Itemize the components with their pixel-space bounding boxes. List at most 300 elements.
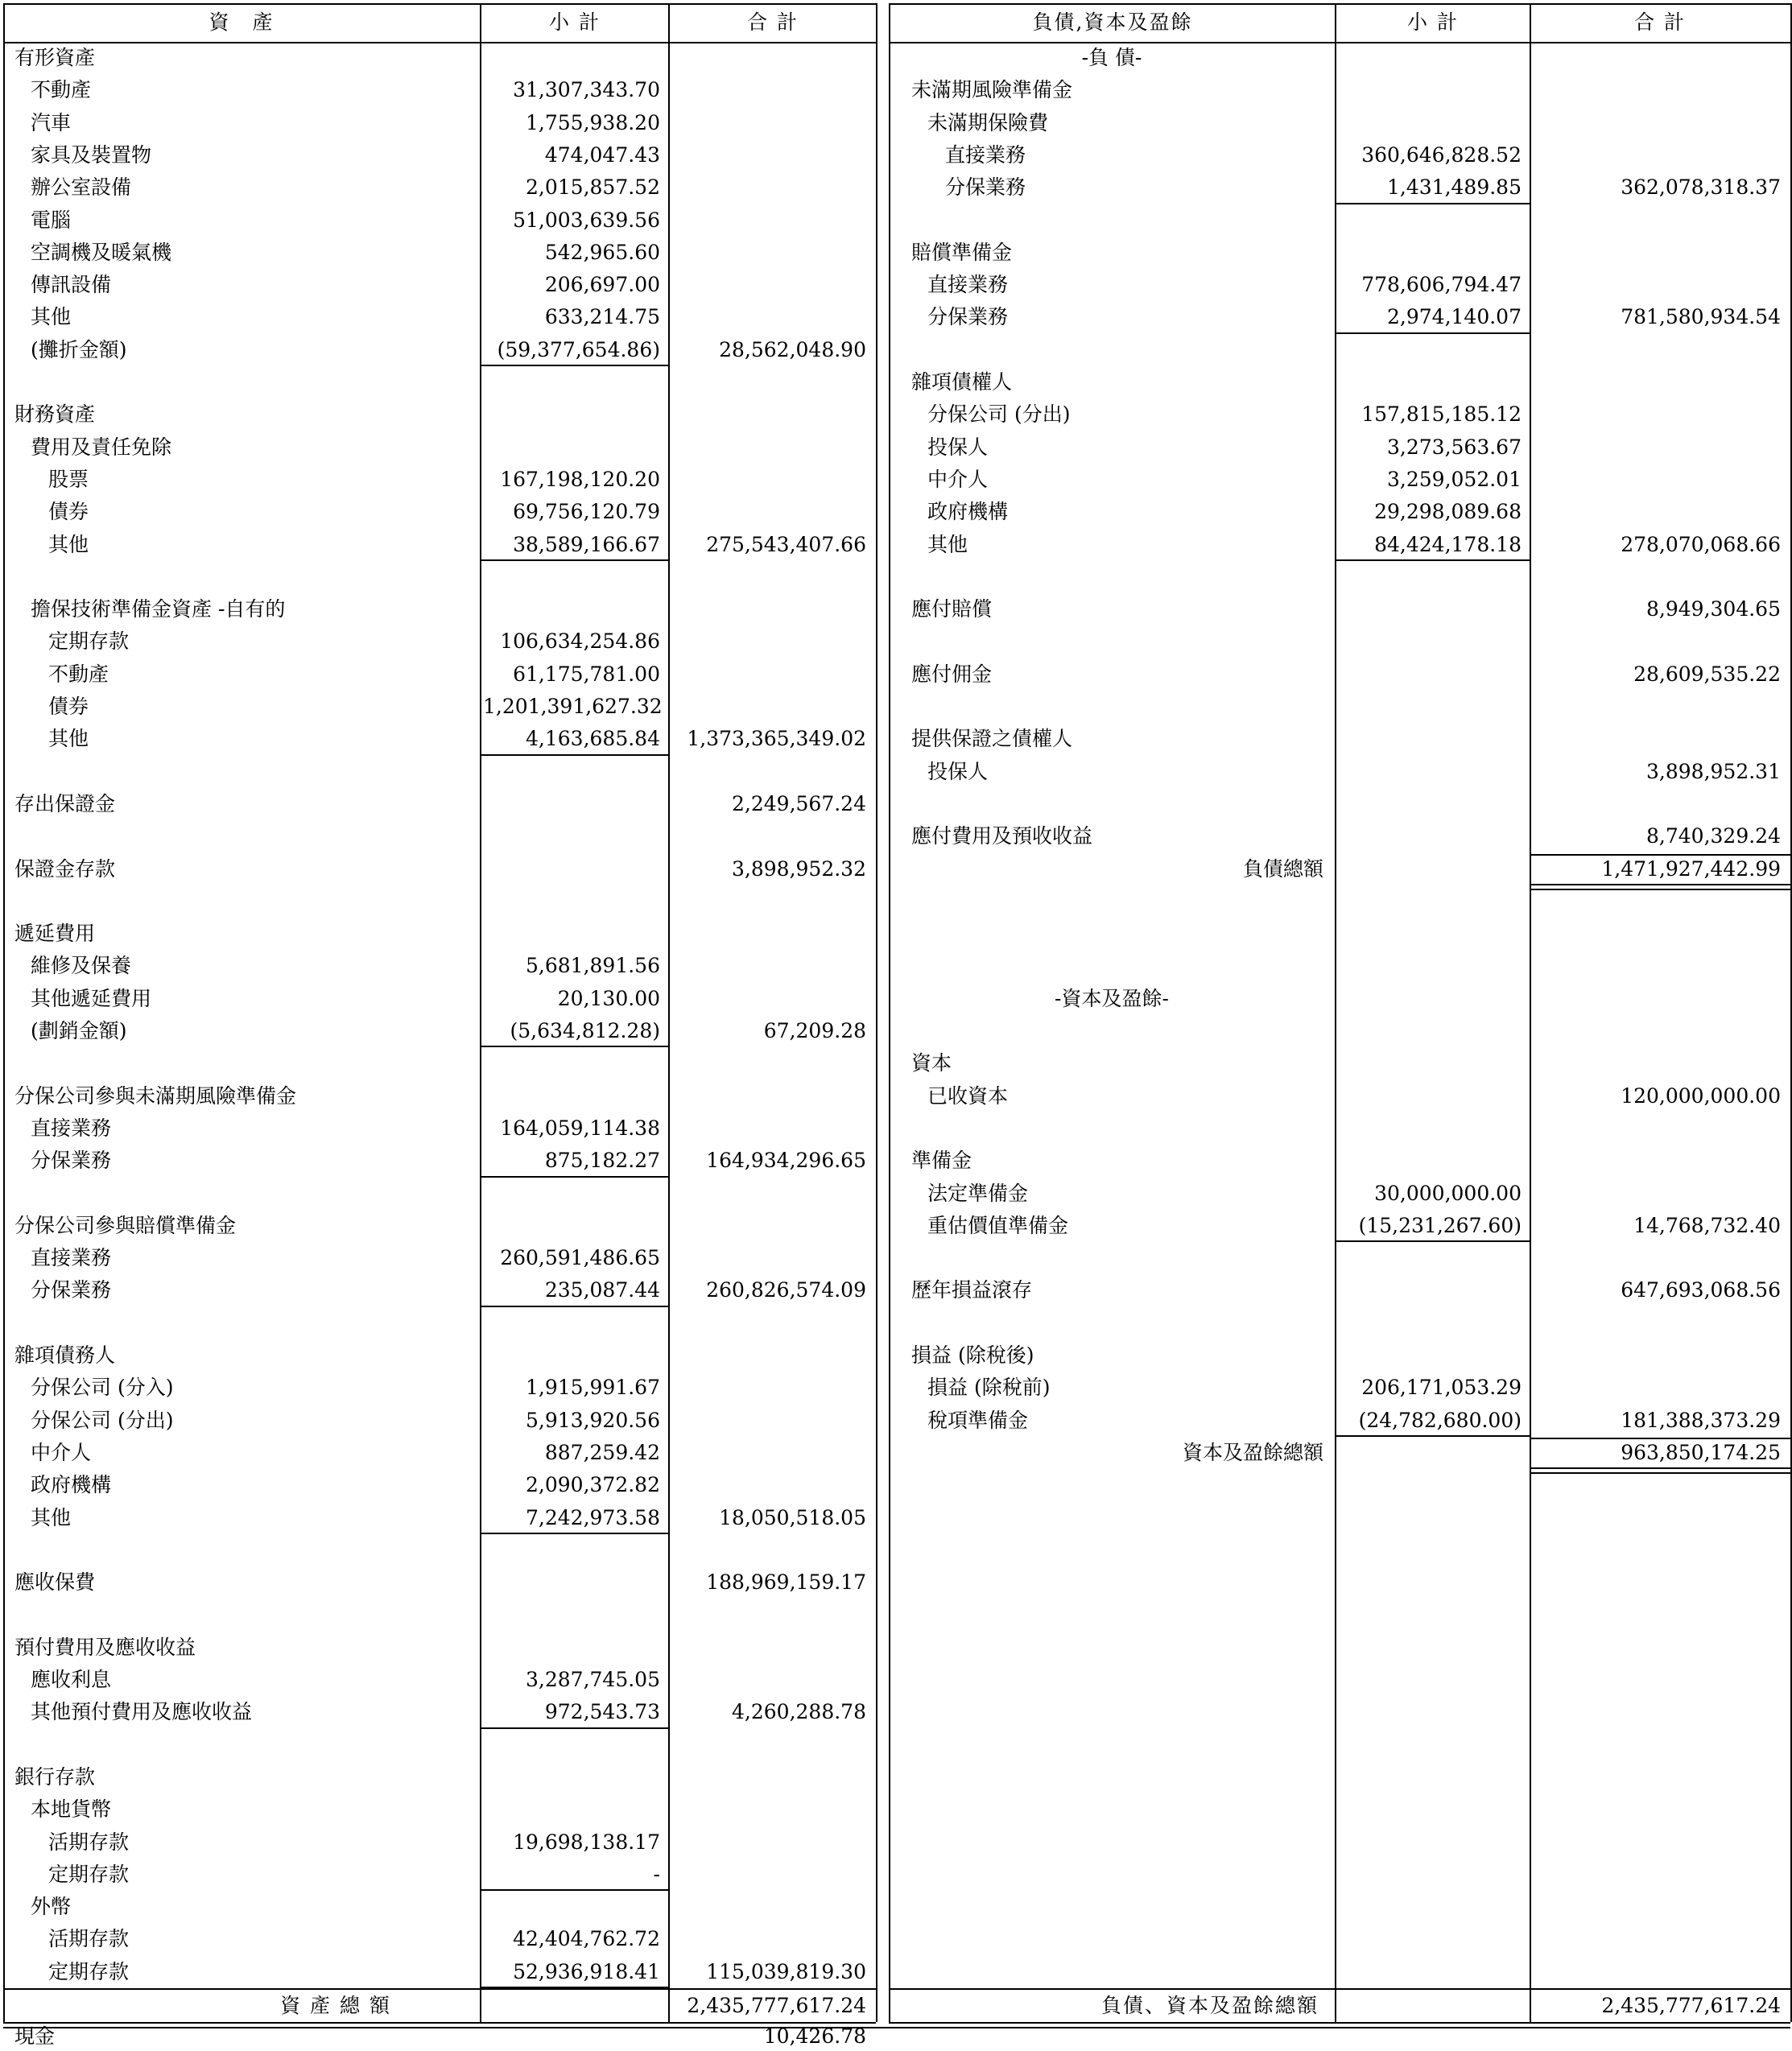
asset-item-label: 家具及裝置物 — [31, 142, 152, 167]
asset-total — [671, 1892, 866, 1921]
bottom-border-right — [889, 2022, 1790, 2024]
asset-item-label: 有形資產 — [14, 46, 96, 69]
asset-total — [671, 1244, 866, 1273]
asset-item-label — [14, 1049, 475, 1078]
liability-subtotal: 157,815,185.12 — [1361, 402, 1522, 427]
asset-total — [671, 692, 866, 721]
liability-total: 181,388,373.29 — [1621, 1408, 1781, 1432]
asset-total — [671, 1406, 866, 1435]
asset-item-label: 應收利息 — [31, 1668, 112, 1691]
liability-total — [1533, 43, 1781, 72]
liability-total: 963,850,174.25 — [1621, 1440, 1781, 1464]
asset-subtotal: 38,589,166.67 — [513, 532, 660, 556]
header-liabilities-total: 合 計 — [1634, 10, 1686, 34]
liability-item-label: 已收資本 — [927, 1083, 1009, 1108]
asset-subtotal — [483, 400, 660, 429]
asset-subtotal — [483, 1082, 660, 1111]
liability-total — [1533, 141, 1781, 170]
left-column-line — [876, 3, 877, 2022]
liability-total — [1533, 887, 1781, 916]
liability-subtotal — [1338, 757, 1522, 786]
subtotal-rule — [1335, 203, 1530, 204]
asset-total — [671, 1665, 866, 1694]
asset-total: 10,426.78 — [763, 2024, 866, 2049]
asset-subtotal: 1,201,391,627.32 — [483, 695, 663, 718]
asset-subtotal — [483, 563, 660, 592]
liability-subtotal — [1338, 563, 1522, 592]
asset-total — [671, 303, 866, 332]
asset-total: 18,050,518.05 — [719, 1505, 866, 1529]
liability-total: 781,580,934.54 — [1621, 305, 1781, 329]
subtotal-rule — [480, 754, 668, 756]
asset-total — [671, 563, 866, 592]
asset-item-label: 財務資產 — [14, 402, 96, 427]
asset-total — [671, 919, 866, 948]
asset-subtotal — [483, 433, 660, 462]
asset-item-label: 分保業務 — [31, 1278, 112, 1302]
asset-subtotal: 5,681,891.56 — [526, 954, 660, 978]
asset-item-label: 分保公司參與未滿期風險準備金 — [14, 1083, 297, 1108]
asset-subtotal: 474,047.43 — [544, 142, 660, 167]
liability-item-label: 中介人 — [927, 467, 989, 491]
asset-subtotal — [483, 855, 660, 884]
liability-total — [1533, 984, 1781, 1013]
asset-total — [671, 497, 866, 526]
liability-total — [1533, 627, 1781, 656]
liability-item-label — [911, 692, 1323, 721]
asset-subtotal: 7,242,973.58 — [526, 1505, 660, 1529]
subtotal-rule — [480, 1176, 668, 1178]
liability-subtotal: 1,431,489.85 — [1387, 175, 1522, 200]
asset-total — [671, 822, 866, 851]
asset-item-label: 空調機及暖氣機 — [31, 240, 172, 264]
asset-subtotal — [483, 1341, 660, 1370]
asset-total: 115,039,819.30 — [706, 1959, 866, 1983]
asset-subtotal: 1,915,991.67 — [526, 1376, 660, 1400]
liability-total — [1533, 270, 1781, 299]
liability-item-label: 分保業務 — [945, 175, 1026, 200]
asset-subtotal: 972,543.73 — [544, 1700, 660, 1724]
asset-total — [671, 1341, 866, 1370]
asset-total — [671, 1600, 866, 1629]
asset-item-label: 不動產 — [48, 662, 109, 686]
asset-item-label: (劃銷金額) — [31, 1019, 127, 1042]
asset-total — [671, 1438, 866, 1467]
asset-subtotal — [483, 1731, 660, 1760]
liability-subtotal — [1338, 1341, 1522, 1370]
liability-total: 362,078,318.37 — [1621, 175, 1781, 200]
liability-subtotal — [1338, 1309, 1522, 1338]
asset-item-label — [14, 757, 475, 786]
asset-item-label — [14, 822, 475, 851]
asset-item-label — [14, 563, 475, 592]
asset-subtotal: 5,913,920.56 — [526, 1408, 660, 1432]
asset-subtotal — [483, 790, 660, 819]
asset-subtotal — [483, 368, 660, 397]
asset-item-label: 擔保技術準備金資產 -自有的 — [31, 597, 286, 621]
asset-item-label: 直接業務 — [31, 1116, 112, 1140]
asset-total — [671, 43, 866, 72]
liability-item-label: 提供保證之債權人 — [911, 727, 1073, 751]
asset-total: 3,898,952.32 — [732, 856, 866, 881]
asset-subtotal: 206,697.00 — [544, 273, 660, 297]
liability-subtotal: 778,606,794.47 — [1361, 273, 1522, 297]
asset-item-label: 活期存款 — [48, 1927, 130, 1951]
liability-item-label — [911, 563, 1323, 592]
top-border-right — [889, 3, 1790, 5]
liability-total — [1533, 1309, 1781, 1338]
liability-subtotal — [1338, 627, 1522, 656]
liability-total — [1533, 109, 1781, 138]
liability-total — [1533, 919, 1781, 948]
liability-subtotal — [1338, 724, 1522, 753]
liability-total — [1533, 465, 1781, 494]
asset-subtotal — [483, 919, 660, 948]
asset-subtotal: 260,591,486.65 — [500, 1246, 660, 1270]
asset-item-label: 汽車 — [31, 110, 72, 134]
asset-item-label: 本地貨幣 — [31, 1797, 112, 1822]
asset-total — [671, 595, 866, 624]
liability-item-label: 投保人 — [927, 759, 989, 783]
liability-total — [1533, 1341, 1781, 1370]
subtotal-rule — [480, 1306, 668, 1307]
asset-total — [671, 1763, 866, 1792]
liability-total — [1533, 76, 1781, 105]
asset-item-label — [14, 1536, 475, 1565]
asset-total — [671, 270, 866, 299]
asset-subtotal — [483, 1211, 660, 1240]
liability-subtotal: 3,259,052.01 — [1387, 467, 1522, 491]
liability-total — [1533, 563, 1781, 592]
liability-item-label: 直接業務 — [945, 142, 1026, 167]
asset-total — [671, 1082, 866, 1111]
asset-total — [671, 206, 866, 235]
liability-item-label: 資本及盈餘總額 — [1182, 1440, 1323, 1464]
liability-item-label: 其他 — [927, 532, 968, 556]
total-liabilities-equity-label: 負債、資本及盈餘總額 — [1100, 1994, 1319, 2017]
asset-total — [671, 465, 866, 494]
liability-subtotal — [1338, 1146, 1522, 1175]
asset-subtotal — [483, 43, 660, 72]
liability-item-label: 分保業務 — [927, 305, 1009, 329]
asset-subtotal: 51,003,639.56 — [513, 208, 660, 232]
asset-total — [671, 1179, 866, 1208]
asset-total: 188,969,159.17 — [706, 1570, 866, 1595]
liability-item-label — [911, 887, 1323, 916]
liability-total: 14,768,732.40 — [1633, 1213, 1781, 1237]
liability-subtotal: 84,424,178.18 — [1374, 532, 1522, 556]
liability-subtotal — [1338, 822, 1522, 851]
liability-total — [1533, 336, 1781, 365]
asset-subtotal: 2,090,372.82 — [526, 1473, 660, 1497]
liability-total: 8,740,329.24 — [1646, 824, 1781, 848]
subtotal-rule — [480, 559, 668, 561]
asset-total: 28,562,048.90 — [719, 337, 866, 361]
asset-item-label: 費用及責任免除 — [31, 435, 172, 459]
liability-item-label — [911, 951, 1323, 980]
liability-subtotal — [1338, 43, 1522, 72]
liability-total: 120,000,000.00 — [1621, 1083, 1781, 1108]
asset-total — [671, 1373, 866, 1402]
asset-item-label: 股票 — [48, 467, 89, 491]
liability-item-label: 負債總額 — [1242, 856, 1323, 881]
liability-item-label: 準備金 — [911, 1149, 972, 1173]
liability-subtotal — [1338, 790, 1522, 819]
asset-item-label: 現金 — [14, 2024, 56, 2049]
asset-total — [671, 1114, 866, 1143]
asset-total: 4,260,288.78 — [732, 1700, 866, 1724]
liability-subtotal — [1338, 1082, 1522, 1111]
asset-total — [671, 627, 866, 656]
total-assets-label: 資 產 總 額 — [280, 1994, 391, 2017]
subtotal-rule — [1335, 1435, 1530, 1437]
subtotal-rule — [1335, 559, 1530, 561]
asset-subtotal: 542,965.60 — [544, 240, 660, 264]
asset-item-label: 中介人 — [31, 1440, 92, 1464]
subtotal-rule — [480, 1727, 668, 1729]
liability-subtotal — [1338, 238, 1522, 267]
liability-total — [1533, 1146, 1781, 1175]
asset-total: 275,543,407.66 — [706, 532, 866, 556]
liability-subtotal: 2,974,140.07 — [1387, 305, 1522, 329]
asset-subtotal: 875,182.27 — [544, 1149, 660, 1173]
asset-subtotal: (59,377,654.86) — [497, 337, 660, 361]
liability-item-label — [911, 336, 1323, 365]
asset-total — [671, 660, 866, 689]
liability-item-label — [911, 1309, 1323, 1338]
liability-total — [1533, 1373, 1781, 1402]
asset-subtotal: 61,175,781.00 — [513, 662, 660, 686]
liability-item-label: 直接業務 — [927, 273, 1009, 297]
asset-item-label — [14, 1600, 475, 1629]
asset-subtotal — [483, 1179, 660, 1208]
asset-total — [671, 1795, 866, 1824]
liability-subtotal — [1338, 1114, 1522, 1143]
liability-total: 28,609,535.22 — [1633, 662, 1781, 686]
asset-subtotal: 52,936,918.41 — [513, 1959, 660, 1983]
asset-total — [671, 368, 866, 397]
asset-item-label: 遞延費用 — [14, 922, 96, 946]
liability-total — [1533, 951, 1781, 980]
asset-subtotal — [483, 1633, 660, 1662]
asset-subtotal: 3,287,745.05 — [526, 1668, 660, 1691]
asset-item-label: 維修及保養 — [31, 954, 132, 978]
asset-subtotal: 633,214.75 — [544, 305, 660, 329]
asset-item-label: 債券 — [48, 500, 89, 524]
liability-total — [1533, 433, 1781, 462]
asset-subtotal: 4,163,685.84 — [526, 727, 660, 751]
liability-subtotal — [1338, 368, 1522, 397]
liability-subtotal — [1338, 1244, 1522, 1273]
liability-total: 1,471,927,442.99 — [1601, 856, 1781, 881]
liability-subtotal — [1338, 887, 1522, 916]
footer-divider-right — [889, 1988, 1790, 1990]
asset-item-label: 外幣 — [31, 1895, 72, 1919]
subtotal-rule — [480, 365, 668, 366]
liability-subtotal — [1338, 984, 1522, 1013]
asset-subtotal — [483, 757, 660, 786]
asset-item-label — [14, 368, 475, 397]
liability-item-label: 稅項準備金 — [927, 1408, 1029, 1432]
asset-subtotal — [483, 1795, 660, 1824]
liability-item-label — [911, 206, 1323, 235]
liability-item-label: 賠償準備金 — [911, 240, 1013, 264]
asset-item-label: 應收保費 — [14, 1570, 96, 1595]
asset-subtotal: 31,307,343.70 — [513, 78, 660, 102]
subtotal-rule — [480, 1533, 668, 1534]
asset-subtotal: 887,259.42 — [544, 1440, 660, 1464]
asset-item-label — [14, 887, 475, 916]
asset-total — [671, 400, 866, 429]
header-assets-subtotal: 小 計 — [549, 10, 601, 34]
liability-subtotal: 206,171,053.29 — [1361, 1376, 1522, 1400]
asset-item-label: 傳訊設備 — [31, 273, 112, 297]
asset-item-label: 存出保證金 — [14, 791, 116, 815]
asset-total — [671, 141, 866, 170]
asset-subtotal: 106,634,254.86 — [500, 629, 660, 654]
asset-total — [671, 1860, 866, 1889]
liability-subtotal: 30,000,000.00 — [1374, 1181, 1522, 1205]
liability-total — [1533, 368, 1781, 397]
liability-total — [1533, 1017, 1781, 1046]
asset-total — [671, 238, 866, 267]
asset-total — [671, 887, 866, 916]
asset-subtotal: (5,634,812.28) — [510, 1019, 660, 1042]
asset-item-label: 債券 — [48, 695, 89, 718]
asset-item-label: (攤折金額) — [31, 337, 127, 361]
liability-subtotal: (24,782,680.00) — [1358, 1408, 1522, 1432]
liability-subtotal — [1338, 109, 1522, 138]
liability-total — [1533, 206, 1781, 235]
liability-item-label: 政府機構 — [927, 500, 1009, 524]
liability-item-label — [911, 1244, 1323, 1273]
asset-subtotal: 235,087.44 — [544, 1278, 660, 1302]
asset-subtotal: 19,698,138.17 — [513, 1830, 660, 1854]
liability-subtotal — [1338, 951, 1522, 980]
asset-item-label: 分保公司 (分出) — [31, 1408, 174, 1432]
asset-subtotal — [483, 822, 660, 851]
liability-total — [1533, 1244, 1781, 1273]
liability-total — [1533, 1179, 1781, 1208]
liability-total — [1533, 497, 1781, 526]
liability-item-label: 分保公司 (分出) — [927, 402, 1071, 427]
liability-total — [1533, 1049, 1781, 1078]
total-liabilities-equity-value: 2,435,777,617.24 — [1601, 1994, 1781, 2017]
asset-item-label: 其他 — [48, 532, 89, 556]
liability-item-label — [911, 1017, 1323, 1046]
asset-total — [671, 76, 866, 105]
asset-item-label: 定期存款 — [48, 1959, 130, 1983]
liability-item-label: -負 債- — [1081, 46, 1142, 69]
asset-item-label: 分保公司 (分入) — [31, 1376, 174, 1400]
asset-subtotal: 164,059,114.38 — [500, 1116, 660, 1140]
liability-total: 8,949,304.65 — [1646, 597, 1781, 621]
liability-item-label — [911, 1114, 1323, 1143]
asset-subtotal — [483, 1536, 660, 1565]
left-column-line — [3, 3, 5, 2022]
asset-total — [671, 109, 866, 138]
liability-item-label: -資本及盈餘- — [1055, 986, 1169, 1010]
asset-subtotal: 167,198,120.20 — [500, 467, 660, 491]
asset-item-label: 其他遞延費用 — [31, 986, 152, 1010]
asset-subtotal: 20,130.00 — [557, 986, 660, 1010]
liability-total: 3,898,952.31 — [1646, 759, 1781, 783]
header-liabilities: 負債,資本及盈餘 — [1032, 10, 1193, 34]
asset-total — [671, 757, 866, 786]
asset-item-label: 雜項債務人 — [14, 1343, 116, 1367]
asset-total — [671, 1536, 866, 1565]
liability-total — [1533, 400, 1781, 429]
asset-item-label: 定期存款 — [48, 1862, 130, 1886]
liability-total — [1533, 692, 1781, 721]
asset-subtotal — [483, 887, 660, 916]
asset-subtotal — [483, 1049, 660, 1078]
liability-subtotal — [1338, 919, 1522, 948]
asset-subtotal: 69,756,120.79 — [513, 500, 660, 524]
right-column-line — [1335, 3, 1336, 2022]
liability-subtotal — [1338, 1017, 1522, 1046]
asset-item-label — [14, 1731, 475, 1760]
asset-subtotal — [483, 1892, 660, 1921]
asset-subtotal: 2,015,857.52 — [526, 175, 660, 200]
liability-subtotal — [1338, 692, 1522, 721]
header-assets: 資 產 — [209, 10, 275, 34]
asset-item-label: 直接業務 — [31, 1246, 112, 1270]
asset-subtotal: - — [653, 1862, 660, 1886]
liability-item-label: 應付費用及預收收益 — [911, 824, 1093, 848]
asset-item-label: 定期存款 — [48, 629, 130, 654]
asset-total — [671, 1309, 866, 1338]
right-column-line — [1530, 3, 1531, 2022]
asset-subtotal — [483, 1568, 660, 1597]
liability-subtotal — [1338, 1049, 1522, 1078]
liability-subtotal — [1338, 855, 1522, 884]
asset-total: 2,249,567.24 — [732, 791, 866, 815]
asset-subtotal — [483, 1309, 660, 1338]
asset-total — [671, 984, 866, 1013]
asset-item-label — [14, 1309, 475, 1338]
asset-item-label: 分保公司參與賠償準備金 — [14, 1213, 237, 1237]
asset-subtotal — [483, 2022, 660, 2051]
liability-subtotal: 360,646,828.52 — [1361, 142, 1522, 167]
liability-item-label: 資本 — [911, 1051, 952, 1075]
liability-total — [1533, 790, 1781, 819]
total-rule — [1530, 884, 1790, 885]
total-double-rule — [1530, 1472, 1790, 1474]
liability-item-label: 雜項債權人 — [911, 370, 1013, 394]
left-column-line — [480, 3, 481, 2022]
liability-item-label: 未滿期保險費 — [927, 110, 1049, 134]
asset-subtotal: 42,404,762.72 — [513, 1927, 660, 1951]
liability-total: 278,070,068.66 — [1621, 532, 1781, 556]
total-rule — [1530, 1467, 1790, 1469]
subtotal-rule — [480, 1889, 668, 1891]
asset-total: 67,209.28 — [763, 1019, 866, 1042]
liability-total — [1533, 724, 1781, 753]
asset-total — [671, 1471, 866, 1500]
asset-item-label: 其他 — [48, 727, 89, 751]
asset-subtotal — [483, 595, 660, 624]
top-border-left — [3, 3, 876, 5]
asset-total: 164,934,296.65 — [706, 1149, 866, 1173]
header-assets-total: 合 計 — [747, 10, 799, 34]
asset-item-label: 政府機構 — [31, 1473, 112, 1497]
liability-subtotal — [1338, 595, 1522, 624]
asset-item-label: 預付費用及應收收益 — [14, 1635, 196, 1659]
asset-subtotal — [483, 1600, 660, 1629]
liability-subtotal — [1338, 1438, 1522, 1467]
liability-item-label: 投保人 — [927, 435, 989, 459]
